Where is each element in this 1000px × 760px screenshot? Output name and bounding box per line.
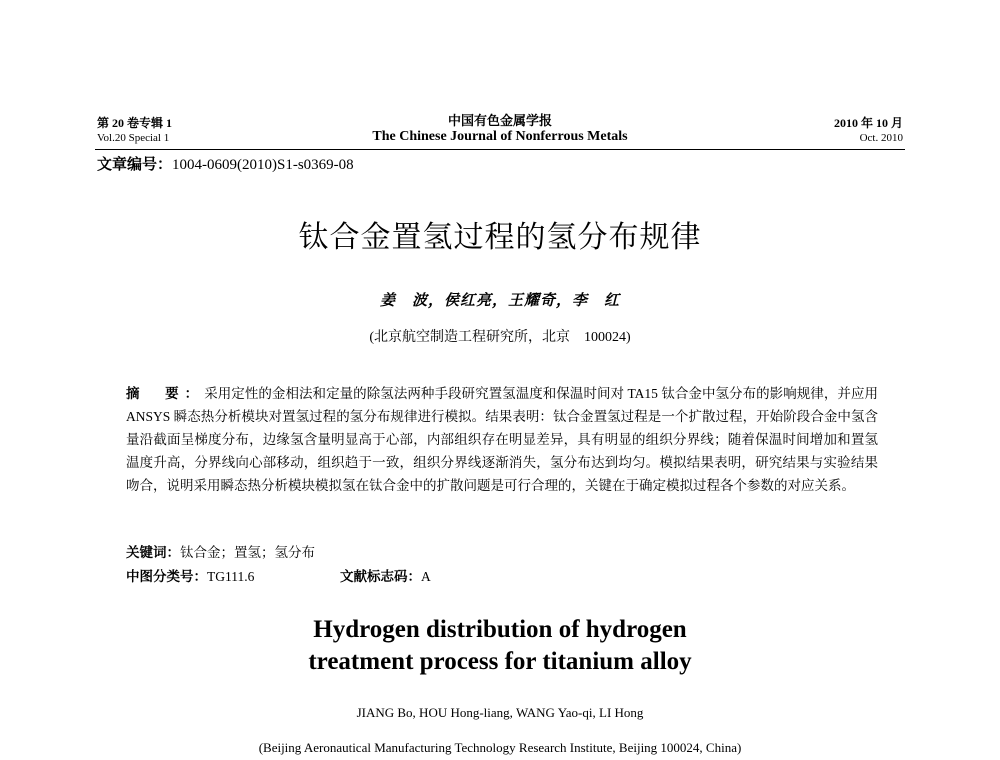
classification-value: TG111.6	[207, 569, 255, 584]
document-code	[340, 565, 431, 585]
title-en	[0, 614, 1000, 678]
keywords-value: 钛合金；置氢；氢分布	[180, 545, 315, 560]
article-number-value: 1004-0609(2010)S1-s0369-08	[172, 157, 354, 173]
article-number	[97, 153, 354, 174]
authors-en: JIANG Bo, HOU Hong-liang, WANG Yao-qi, LI Hong	[356, 705, 644, 720]
issue-date-cn: 2010 年 10 月	[833, 116, 903, 130]
title-cn: 钛合金置氢过程的氢分布规律	[298, 220, 702, 255]
authors-cn: 姜 波，侯红亮，王耀奇，李 红	[379, 293, 620, 309]
article-number-label: 文章编号：	[97, 155, 173, 173]
volume-cn: 第 20 卷专辑 1	[97, 116, 173, 130]
title-en-line-1: Hydrogen distribution of hydrogen	[313, 616, 687, 643]
keywords	[126, 541, 315, 561]
title-en-line-2: treatment process for titanium alloy	[308, 648, 692, 675]
header-rule	[95, 149, 905, 150]
issue-date-en: Oct. 2010	[859, 132, 903, 144]
classification-label: 中图分类号：	[126, 569, 207, 584]
volume-en: Vol.20 Special 1	[97, 132, 170, 144]
document-code-label: 文献标志码：	[340, 569, 421, 584]
journal-name-en: The Chinese Journal of Nonferrous Metals	[372, 129, 628, 144]
document-code-value: A	[421, 569, 431, 584]
affiliation-cn: (北京航空制造工程研究所，北京 100024)	[369, 330, 631, 345]
abstract-text: 采用定性的金相法和定量的除氢法两种手段研究置氢温度和保温时间对 TA15 钛合金中氢分布的影响规律，并应用 ANSYS 瞬态热分析模块对置氢过程的氢分布规律进行模拟。结果表明：钛合金置氢过程是一个扩散过程，开始阶段合金中氢含量沿截面呈梯度分布，边缘氢含量明显高于心部，内部组织存在明显差异，具有明显的组织分界线；随着保温时间增加和置氢温度升高，分界线向心部移动，组织趋于一致，组织分界线逐渐消失，氢分布达到均匀。模拟结果表明，研究结果与实验结果吻合，说明采用瞬态热分析模块模拟氢在钛合金中的扩散问题是可行合理的，关键在于确定模拟过程各个参数的对应关系。	[126, 386, 878, 493]
keywords-label: 关键词：	[126, 545, 180, 560]
classification-number	[126, 565, 254, 585]
affiliation-en: (Beijing Aeronautical Manufacturing Technology Research Institute, Beijing 100024, China)	[258, 740, 742, 755]
journal-name-cn: 中国有色金属学报	[447, 114, 552, 129]
abstract-label: 摘 要：	[126, 386, 205, 401]
abstract	[126, 382, 878, 497]
